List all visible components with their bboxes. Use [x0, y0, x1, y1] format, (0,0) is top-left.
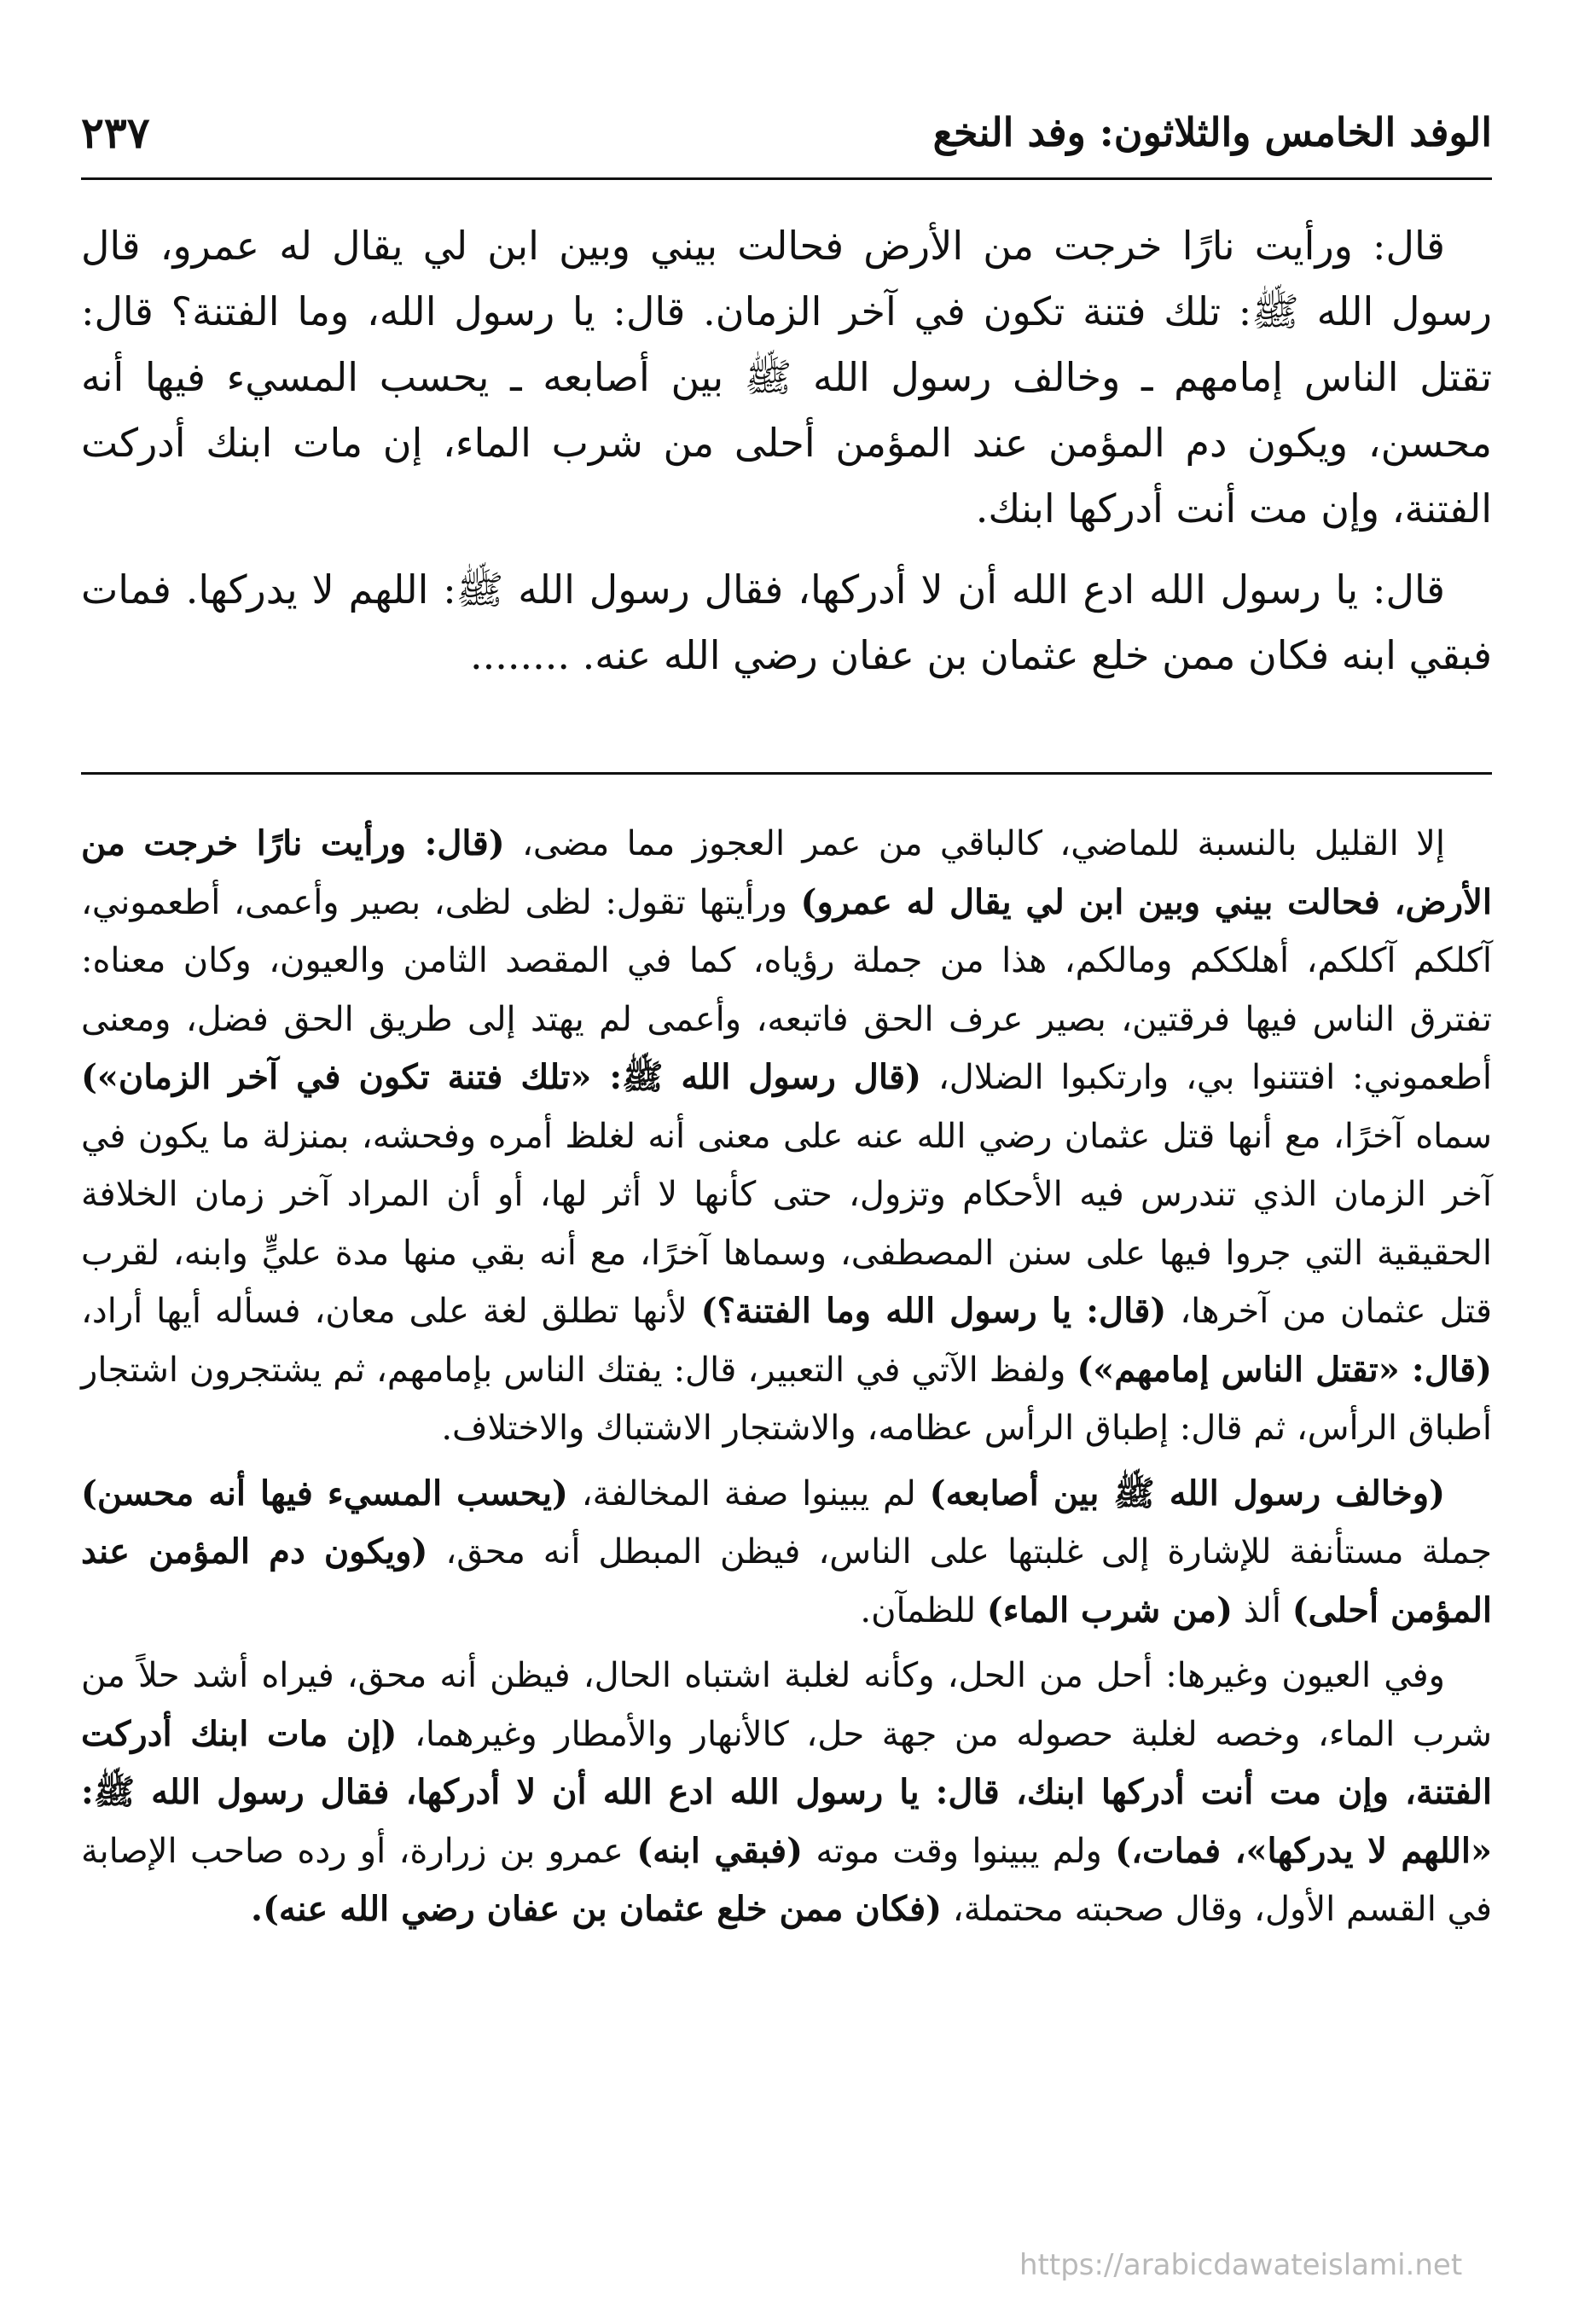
commentary-text-run: لم يبينوا صفة المخالفة، [567, 1473, 930, 1514]
commentary-divider [81, 772, 1492, 775]
quoted-hadith-text: (يحسب المسيء فيها أنه محسن) [81, 1473, 568, 1514]
quoted-hadith-text: (قال: «تقتل الناس إمامهم») [1077, 1349, 1492, 1390]
book-page [81, 0, 1492, 2324]
commentary-text [81, 815, 1492, 1939]
quoted-hadith-text: (فبقي ابنه) [636, 1830, 804, 1871]
quoted-hadith-text: (قال: ورأيت نارًا خرجت من الأرض، فحالت بيني وبين ابن لي يقال له عمرو) [81, 823, 1492, 922]
commentary-text-run: لأنها تطلق لغة على معان، فسأله أيها أراد، [81, 1292, 701, 1331]
header-divider [81, 177, 1492, 180]
page-header [81, 98, 1492, 166]
hadith-text [81, 213, 1492, 688]
quoted-hadith-text: (قال رسول الله ﷺ: «تلك فتنة تكون في آخر الزمان») [81, 1057, 922, 1097]
quoted-hadith-text: (من شرب الماء) [986, 1589, 1233, 1630]
commentary-paragraph-3 [81, 1647, 1492, 1939]
site-watermark: https://arabicdawateislami.net [1019, 2248, 1463, 2282]
running-title: الوفد الخامس والثلاثون: وفد النخع [932, 109, 1492, 155]
commentary-paragraph-1 [81, 815, 1492, 1458]
commentary-text-run: وفي العيون وغيرها: أحل من الحل، وكأنه لغلبة اشتباه الحال، فيظن أنه محق، فيراه أشد حلاً من شرب الماء، وخصه لغلبة حصوله من جهة حل، كالأنهار والأمطار وغيرهما، [81, 1656, 1492, 1754]
hadith-paragraph-2: قال: يا رسول الله ادع الله أن لا أدركها، فقال رسول الله ﷺ: اللهم لا يدركها. فمات فبقي ابنه فكان ممن خلع عثمان بن عفان رضي الله عنه. ........ [81, 566, 1492, 678]
commentary-text-run: ألذ [1233, 1590, 1292, 1630]
commentary-text-run: جملة مستأنفة للإشارة إلى غلبتها على الناس، فيظن المبطل أنه محق، [427, 1532, 1493, 1572]
page-number: ٢٣٧ [81, 107, 150, 158]
quoted-hadith-text: (وخالف رسول الله ﷺ بين أصابعه) [929, 1473, 1445, 1514]
commentary-text-run: إلا القليل بالنسبة للماضي، كالباقي من عمر العجوز مما مضى، [504, 824, 1445, 863]
quoted-hadith-text: (قال: يا رسول الله وما الفتنة؟) [700, 1291, 1167, 1331]
commentary-text-run: سماه آخرًا، مع أنها قتل عثمان رضي الله عنه على معنى أنه لغلظ أمره وفحشه، بمنزلة ما يكون في آخر الزمان الذي تندرس فيه الأحكام وتزول، حتى كأنها لا أثر لها، أو أن المراد آخر زمان الخلافة الحقيقية التي جروا فيها على سنن المصطفى، وسماها آخرًا، مع أنه بقي منها مدة عليٍّ وابنه، لقرب قتل عثمان من آخرها، [81, 1116, 1493, 1331]
commentary-text-run: ولم يبينوا وقت موته [803, 1831, 1116, 1871]
commentary-text-run: للظمآن. [860, 1590, 987, 1630]
quoted-hadith-text: (إن مات ابنك أدركت الفتنة، وإن مت أنت أدركها ابنك، قال: يا رسول الله ادع الله أن لا أدركها، فقال رسول الله ﷺ: «اللهم لا يدركها»، فمات،) [81, 1713, 1493, 1871]
commentary-text-run: ولفظ الآتي في التعبير، قال: يفتك الناس بإمامهم، ثم يشتجرون اشتجار أطباق الرأس، ثم قال: إطباق الرأس عظامه، والاشتجار الاشتباك والاختلاف. [81, 1350, 1492, 1448]
hadith-paragraph-1: قال: ورأيت نارًا خرجت من الأرض فحالت بيني وبين ابن لي يقال له عمرو، قال رسول الله ﷺ: تلك فتنة تكون في آخر الزمان. قال: يا رسول الله، وما الفتنة؟ قال: تقتل الناس إمامهم ـ وخالف رسول الله ﷺ بين أصابعه ـ يحسب المسيء فيها أنه محسن، ويكون دم المؤمن عند المؤمن أحلى من شرب الماء، إن مات ابنك أدركت الفتنة، وإن مت أنت أدركها ابنك. [81, 223, 1492, 532]
quoted-hadith-text: (ويكون دم المؤمن عند المؤمن أحلى) [81, 1531, 1492, 1630]
commentary-text-run: ورأيتها تقول: لظى لظى، بصير وأعمى، أطعموني، آكلكم آكلكم، أهلككم ومالكم، هذا من جملة رؤياه، كما في المقصد الثامن والعيون، وكان معناه: تفترق الناس فيها فرقتين، بصير عرف الحق فاتبعه، وأعمى لم يهتد إلى طريق الحق فضل، ومعنى أطعموني: افتتنوا بي، وارتكبوا الضلال، [81, 882, 1492, 1097]
quoted-hadith-text: (فكان ممن خلع عثمان بن عفان رضي الله عنه). [251, 1889, 943, 1929]
commentary-paragraph-2 [81, 1465, 1492, 1641]
commentary-text-run: عمرو بن زرارة، أو رده صاحب الإصابة في القسم الأول، وقال صحبته محتملة، [81, 1831, 1492, 1929]
